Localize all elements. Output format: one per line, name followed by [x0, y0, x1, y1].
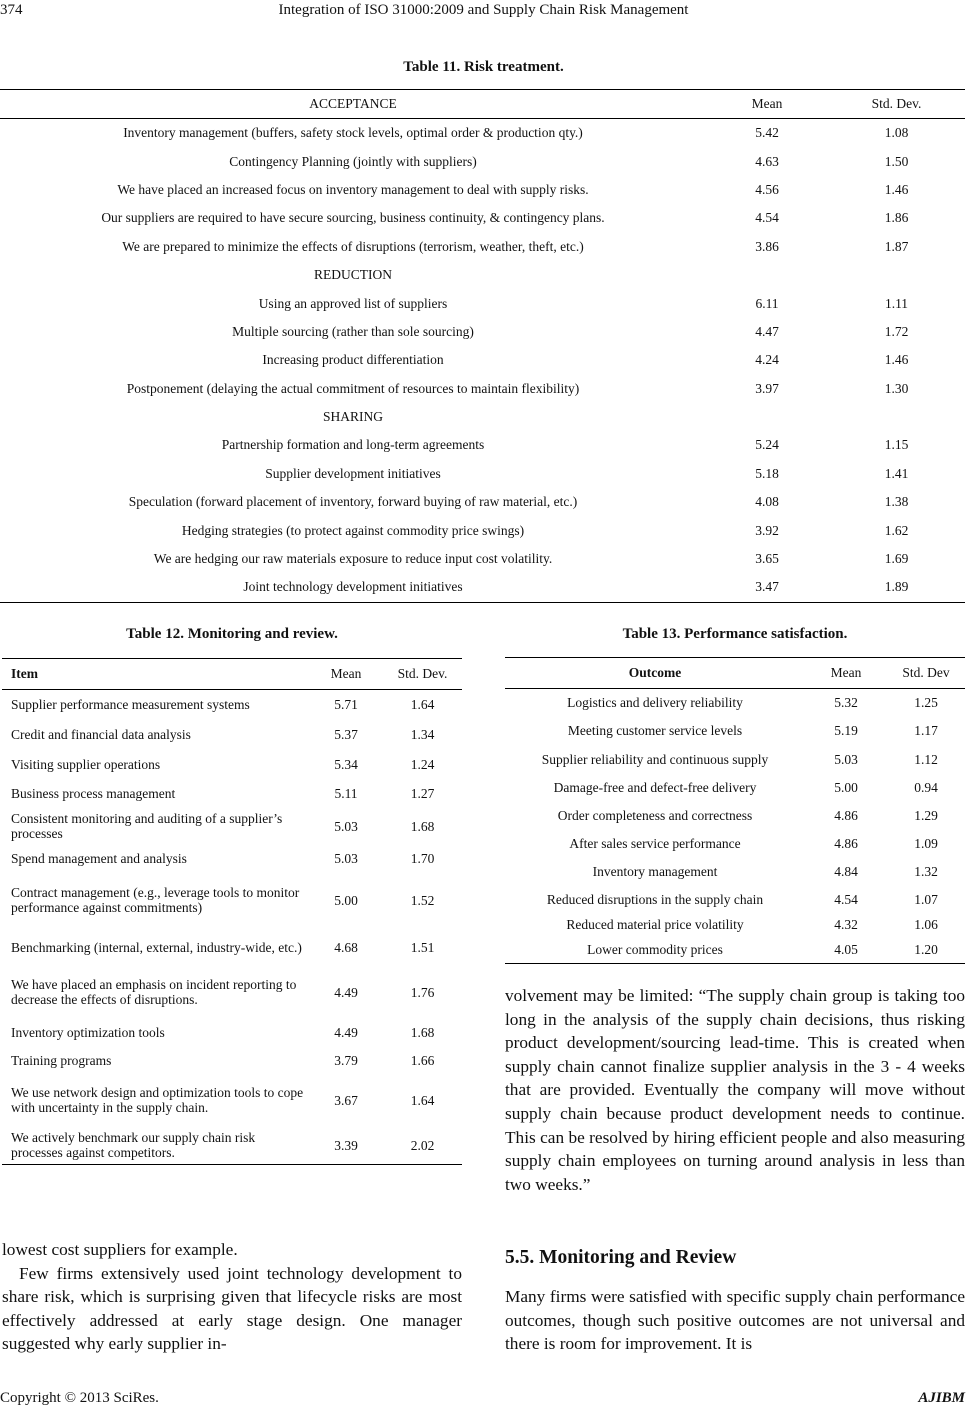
table13-cell-col2: 1.07: [914, 891, 938, 907]
table11-cell-col2: 1.30: [884, 380, 909, 396]
table11-row: [0, 233, 965, 261]
table11-cell-col0: Joint technology development initiatives: [0, 573, 706, 602]
table11-header-col2: Std. Dev.: [871, 96, 922, 111]
table13-cell-col1: 4.32: [834, 917, 858, 932]
table12-row: [2, 749, 462, 779]
table12-cell-col2: 1.64: [410, 1092, 435, 1108]
table11-cell-col1: [706, 403, 828, 431]
table11-cell-col0: Speculation (forward placement of inventory, forward buying of raw material, etc.): [128, 494, 578, 510]
table11-cell-col0: Inventory management (buffers, safety stock levels, optimal order & production qty.): [123, 125, 583, 141]
table11-cell-col0: We are hedging our raw materials exposure to reduce input cost volatility.: [153, 551, 553, 567]
table12-row: [2, 808, 462, 844]
table12-cell-col0: We have placed an emphasis on incident reporting to decrease the effects of disruptions.: [11, 977, 297, 1007]
table11-cell-col1: 6.11: [755, 295, 779, 311]
table11-cell-col1: 5.18: [755, 465, 779, 481]
table11-cell-col2: 1.72: [884, 323, 909, 339]
table13-header-row: [505, 658, 965, 689]
table12-cell-col0: We actively benchmark our supply chain risk processes against competitors.: [2, 1126, 309, 1165]
table12: [2, 658, 462, 1165]
table11-cell-col1: 3.97: [755, 380, 779, 396]
table11-row: [0, 346, 965, 374]
table13-cell-col2: 0.94: [914, 780, 938, 795]
table12-cell-col2: 1.24: [410, 756, 435, 772]
table11-cell-col1: 4.54: [755, 210, 779, 226]
table11-cell-col2: 1.38: [884, 494, 909, 510]
table12-cell-col1: 5.71: [334, 697, 358, 712]
table11-cell-col2: 1.46: [884, 352, 909, 368]
table12-cell-col2: 2.02: [383, 1126, 462, 1165]
table11-cell-col2: 1.89: [828, 573, 965, 602]
table11-row: [0, 431, 965, 459]
table11-cell-col0: We have placed an increased focus on inventory management to deal with supply risks.: [117, 181, 589, 197]
table12-cell-col2: 1.76: [410, 984, 435, 1000]
table13-row: [505, 886, 965, 913]
table12-cell-col0: Visiting supplier operations: [11, 756, 161, 772]
table13-row: [505, 717, 965, 745]
table12-header-mean: Mean: [330, 666, 362, 681]
table11-cell-col2: 1.15: [884, 437, 909, 453]
table12-cell-col2: 1.64: [410, 697, 435, 712]
table11: [0, 89, 965, 603]
table12-cell-col1: 4.68: [334, 939, 358, 955]
table11-cell-col0: Postponement (delaying the actual commitment of resources to maintain flexibility): [126, 380, 580, 396]
table11-cell-col1: 3.47: [706, 573, 828, 602]
table11-row: [0, 147, 965, 175]
table12-row: [2, 928, 462, 966]
table11-row: [0, 545, 965, 573]
table13-cell-col1: 4.05: [805, 937, 887, 964]
table11-cell-col2: 1.11: [884, 295, 909, 311]
table12-cell-col1: 5.11: [334, 786, 358, 801]
table11-cell-col2: 1.41: [884, 465, 909, 481]
table11-row: [0, 318, 965, 346]
table12-cell-col0: Spend management and analysis: [11, 850, 187, 866]
table12-cell-col1: 5.00: [334, 892, 358, 908]
table12-row: [2, 872, 462, 928]
table12-row: [2, 779, 462, 808]
table13-cell-col1: 5.19: [834, 723, 858, 738]
table11-cell-col1: 5.42: [755, 125, 779, 141]
table11-cell-col0: Supplier development initiatives: [265, 465, 441, 481]
table11-cell-col1: 3.65: [755, 551, 779, 567]
table11-body: [0, 119, 965, 603]
table11-header-row: [0, 90, 965, 119]
table13-header-std: Std. Dev: [902, 665, 950, 680]
table12-cell-col0: We use network design and optimization tools to cope with uncertainty in the supply chain.: [11, 1085, 304, 1115]
table11-cell-col0: We are prepared to minimize the effects of disruptions (terrorism, weather, theft, etc.): [122, 238, 584, 254]
table13-cell-col0: Damage-free and defect-free delivery: [553, 780, 757, 795]
table13-cell-col1: 4.84: [834, 864, 858, 879]
table12-row: [2, 844, 462, 872]
table12-row: [2, 1074, 462, 1126]
right-column-text: [505, 984, 965, 1196]
table11-cell-col1: 4.47: [755, 323, 779, 339]
table12-cell-col1: 5.34: [334, 756, 358, 772]
table12-cell-col1: 4.49: [334, 1024, 358, 1040]
left-column-text: [2, 1238, 462, 1356]
table12-cell-col0: Credit and financial data analysis: [11, 726, 191, 742]
right-paragraph-2: Many firms were satisfied with specific supply chain performance outcomes, though such positive outcomes are not universal and there is room for improvement. It is: [505, 1287, 965, 1354]
table11-cell-col1: 4.08: [755, 494, 779, 510]
table12-cell-col2: 1.68: [410, 1024, 435, 1040]
table13: [505, 657, 965, 964]
right-column-text-2: [505, 1285, 965, 1356]
table11-cell-col2: [828, 403, 965, 431]
table13-cell-col1: 4.54: [834, 891, 858, 907]
table11-row: [0, 375, 965, 403]
table11-cell-col0: Partnership formation and long-term agreements: [221, 437, 485, 453]
table13-row: [505, 774, 965, 802]
copyright: Copyright © 2013 SciRes.: [0, 1390, 159, 1406]
table13-cell-col0: Supplier reliability and continuous supply: [541, 751, 769, 767]
table12-cell-col1: 3.39: [309, 1126, 383, 1165]
table11-row: [0, 488, 965, 516]
table12-row: [2, 1126, 462, 1165]
table12-header-row: [2, 659, 462, 690]
table11-cell-col0: Hedging strategies (to protect against commodity price swings): [181, 522, 525, 538]
table13-cell-col1: 4.86: [834, 808, 858, 823]
table13-cell-col0: Reduced disruptions in the supply chain: [546, 891, 764, 907]
table13-cell-col0: Lower commodity prices: [505, 937, 805, 964]
table12-cell-col2: 1.70: [410, 850, 435, 866]
table11-row: [0, 289, 965, 317]
table11-cell-col2: 1.46: [884, 181, 909, 197]
table13-cell-col0: Order completeness and correctness: [557, 808, 753, 823]
table12-cell-col2: 1.66: [410, 1052, 435, 1068]
table13-header-outcome: Outcome: [628, 665, 682, 680]
table12-row: [2, 690, 462, 720]
table12-row: [2, 966, 462, 1018]
table12-cell-col2: 1.27: [410, 786, 435, 801]
table11-cell-col1: 4.24: [755, 352, 779, 368]
table12-cell-col1: 4.49: [334, 984, 358, 1000]
right-paragraph-1: volvement may be limited: “The supply chain group is taking too long in the analysis of the supply chain decisions, thus risking product development/sourcing lead-time. This is created when supply chain cannot finalize supplier analysis in the 3 - 4 weeks that are provided. Eventually the company will move without supply chain because product development needs to continue. This can be resolved by hiring efficient people and also measuring supply chain employees on turning around analysis in less than two weeks.”: [505, 986, 965, 1194]
table12-header-item: Item: [11, 666, 38, 681]
table13-cell-col0: Inventory management: [592, 864, 718, 879]
table13-row: [505, 830, 965, 858]
table11-cell-col0: Increasing product differentiation: [262, 352, 444, 368]
table13-row: [505, 745, 965, 774]
table13-cell-col1: 5.03: [834, 751, 858, 767]
table12-row: [2, 719, 462, 749]
table13-cell-col1: 5.00: [834, 780, 858, 795]
table11-row: [0, 261, 965, 289]
table13-cell-col2: 1.17: [914, 723, 938, 738]
running-title: Integration of ISO 31000:2009 and Supply Chain Risk Management: [278, 2, 689, 18]
table12-body: [2, 690, 462, 1165]
table13-body: [505, 689, 965, 964]
table11-header-col1: Mean: [751, 96, 783, 111]
table13-cell-col2: 1.09: [914, 836, 938, 851]
table12-cell-col0: Benchmarking (internal, external, industry-wide, etc.): [11, 939, 302, 955]
table12-cell-col0: Supplier performance measurement systems: [11, 697, 250, 712]
table13-cell-col1: 4.86: [834, 836, 858, 851]
table13-row: [505, 858, 965, 886]
table12-row: [2, 1018, 462, 1046]
table12-cell-col0: Training programs: [11, 1052, 112, 1068]
table11-row: [0, 573, 965, 602]
table13-row: [505, 913, 965, 937]
left-paragraph-2: Few firms extensively used joint technology development to share risk, which is surprising given that lifecycle risks are most effectively addressed at early stage design. One manager suggested why early supplier in-: [2, 1263, 462, 1354]
table11-cell-col2: 1.87: [884, 238, 909, 254]
table13-cell-col2: 1.32: [914, 864, 938, 879]
table11-cell-col0: Using an approved list of suppliers: [258, 295, 448, 311]
table11-cell-col0: SHARING: [322, 409, 383, 425]
table11-cell-col1: 3.92: [755, 522, 779, 538]
section-heading: 5.5. Monitoring and Review: [505, 1247, 737, 1268]
table11-cell-col0: Contingency Planning (jointly with suppliers): [229, 153, 477, 169]
table11-cell-col2: [828, 261, 965, 289]
table13-cell-col0: Reduced material price volatility: [566, 917, 744, 932]
table13-cell-col2: 1.12: [914, 751, 938, 767]
table11-row: [0, 204, 965, 232]
table13-caption: Table 13. Performance satisfaction.: [622, 626, 848, 642]
table11-cell-col0: Our suppliers are required to have secure sourcing, business continuity, & contingency plans.: [101, 210, 605, 226]
table11-row: [0, 516, 965, 544]
table13-cell-col1: 5.32: [834, 695, 858, 710]
table11-cell-col2: 1.86: [884, 210, 909, 226]
table11-cell-col2: 1.50: [884, 153, 909, 169]
table11-cell-col0: REDUCTION: [314, 267, 392, 283]
table12-caption: Table 12. Monitoring and review.: [126, 626, 338, 642]
journal-name: AJIBM: [918, 1390, 965, 1406]
table12-cell-col1: 3.79: [334, 1052, 358, 1068]
table12-cell-col1: 5.03: [334, 850, 358, 866]
table12-cell-col2: 1.52: [410, 892, 435, 908]
table11-cell-col1: 5.24: [755, 437, 779, 453]
table12-cell-col2: 1.68: [410, 818, 435, 834]
table11-row: [0, 176, 965, 204]
table13-cell-col0: Meeting customer service levels: [567, 723, 743, 738]
table11-cell-col2: 1.62: [884, 522, 909, 538]
table12-cell-col1: 3.67: [334, 1092, 358, 1108]
table12-cell-col0: Consistent monitoring and auditing of a supplier’s processes: [11, 811, 283, 841]
table12-header-std: Std. Dev.: [397, 666, 448, 681]
table13-row: [505, 937, 965, 964]
table12-cell-col0: Inventory optimization tools: [11, 1024, 165, 1040]
table13-cell-col0: Logistics and delivery reliability: [567, 695, 743, 710]
page-number: 374: [0, 2, 23, 18]
table11-row: [0, 403, 965, 431]
table13-row: [505, 689, 965, 718]
table12-cell-col2: 1.34: [410, 726, 435, 742]
table12-cell-col0: Business process management: [11, 786, 176, 801]
table11-cell-col0: Multiple sourcing (rather than sole sourcing): [232, 323, 474, 339]
table12-cell-col1: 5.03: [334, 818, 358, 834]
table13-cell-col2: 1.29: [914, 808, 938, 823]
table13-cell-col0: After sales service performance: [569, 836, 741, 851]
table11-header-col0: ACCEPTANCE: [309, 96, 397, 111]
table11-row: [0, 119, 965, 148]
left-paragraph-1: lowest cost suppliers for example.: [2, 1240, 238, 1259]
table13-cell-col2: 1.20: [887, 937, 965, 964]
table11-caption: Table 11. Risk treatment.: [403, 59, 564, 75]
table11-cell-col1: [706, 261, 828, 289]
table13-header-mean: Mean: [830, 665, 862, 680]
table12-cell-col0: Contract management (e.g., leverage tools to monitor performance against commitments): [11, 885, 300, 915]
table12-row: [2, 1046, 462, 1074]
table13-cell-col2: 1.25: [914, 695, 938, 710]
table11-cell-col1: 4.63: [755, 153, 779, 169]
table11-cell-col2: 1.69: [884, 551, 909, 567]
table12-cell-col2: 1.51: [410, 939, 435, 955]
table13-row: [505, 802, 965, 830]
table11-cell-col1: 3.86: [755, 238, 779, 254]
table11-cell-col2: 1.08: [884, 125, 909, 141]
table11-cell-col1: 4.56: [755, 181, 779, 197]
table13-cell-col2: 1.06: [914, 917, 938, 932]
table12-cell-col1: 5.37: [334, 726, 358, 742]
table11-row: [0, 460, 965, 488]
